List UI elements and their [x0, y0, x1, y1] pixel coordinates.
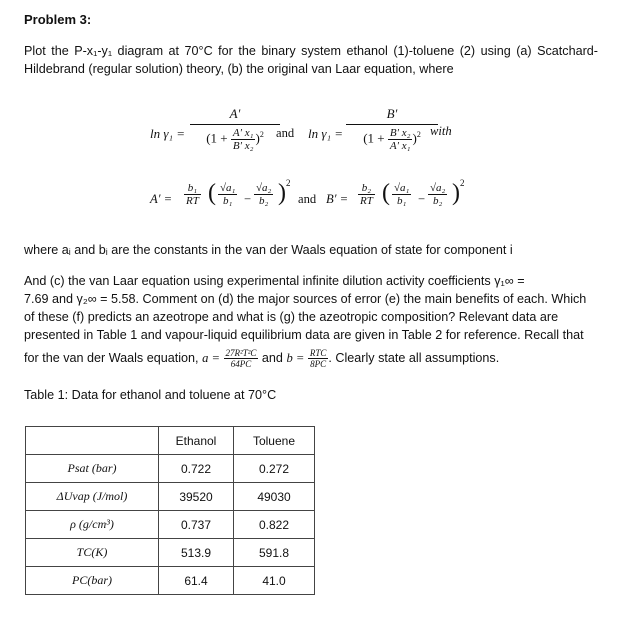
- eq2-frac-a1-2: [392, 182, 411, 207]
- eq1-one-plus-2: 1 +: [367, 130, 385, 146]
- eq2-RT-2: RT: [360, 195, 373, 207]
- eq1-exp2: 2: [416, 130, 421, 140]
- eq1-one-plus: 1 +: [210, 130, 228, 146]
- eq1-inner-den2: A′ x₁: [389, 140, 411, 152]
- row-label-psat: Psat (bar): [26, 455, 159, 483]
- eq2-b2-den: b₂: [259, 195, 269, 207]
- eq2-RT: RT: [186, 195, 199, 207]
- equation-ln-gamma: [150, 106, 470, 166]
- eq2-exp1: 2: [286, 178, 291, 188]
- eq2-b2-over-RT: [358, 182, 375, 207]
- cell-toluene: 0.822: [234, 511, 315, 539]
- eq1-inner-frac2: [388, 127, 413, 152]
- where-line: where aᵢ and bᵢ are the constants in the van der Waals equation of state for component i: [24, 243, 513, 257]
- data-table: [25, 426, 315, 595]
- vdw-a-den: 64PC: [230, 359, 252, 370]
- eq2-B-lhs: B′ =: [326, 192, 349, 206]
- table-header-row: [26, 427, 315, 455]
- eq1-inner-num1: A′ x₁: [232, 127, 254, 139]
- eq1-A: A′: [229, 106, 241, 121]
- eq1-inner-frac1: [231, 127, 256, 152]
- eq2-sqrt-a2: √a₂: [256, 182, 272, 194]
- eq1-inner-den1: B′ x₂: [232, 140, 254, 152]
- vdw-a-lhs: a =: [202, 351, 221, 365]
- eq2-b2: b₂: [361, 182, 372, 194]
- table-header-empty: [26, 427, 159, 455]
- cell-ethanol: 513.9: [159, 539, 234, 567]
- vdw-b-frac: [308, 348, 329, 369]
- cell-ethanol: 0.737: [159, 511, 234, 539]
- eq2-sqrt-a1: √a₁: [220, 182, 236, 194]
- eq2-A-lhs: A′ =: [150, 192, 173, 206]
- table-row: [26, 483, 315, 511]
- row-label-duvap: ΔUvap (J/mol): [26, 483, 159, 511]
- eq2-frac-a2-2: [428, 182, 447, 207]
- table-row: [26, 511, 315, 539]
- eq2-frac-a2: [254, 182, 273, 207]
- vdw-prefix: for the van der Waals equation,: [24, 351, 199, 365]
- eq2-b1-den-2: b₁: [397, 195, 407, 207]
- table-row: [26, 567, 315, 595]
- eq1-fraction1: [190, 106, 280, 152]
- vdw-and: and: [261, 351, 283, 365]
- para2-line1: And (c) the van Laar equation using experimental infinite dilution activity coefficients γ₁∞ =: [24, 274, 525, 288]
- cell-toluene: 49030: [234, 483, 315, 511]
- intro-paragraph: Plot the P-x₁-y₁ diagram at 70°C for the binary system ethanol (1)-toluene (2) using (a) Scatchard-Hildebrand (regular solution) theory, (b) the original van Laar equation, where: [24, 44, 598, 76]
- eq1-inner-num2: B′ x₂: [389, 127, 411, 139]
- para2-line2: 7.69 and γ₂∞ = 5.58. Comment on (d) the major sources of error (e) the main benefits of each. Which: [24, 292, 587, 306]
- row-label-tc: TC(K): [26, 539, 159, 567]
- para2-line4: presented in Table 1 and vapour-liquid equilibrium data are given in Table 2 for reference. Recall that: [24, 328, 584, 342]
- table-row: [26, 539, 315, 567]
- eq1-lhs2: ln γ₁ =: [308, 126, 344, 141]
- vdw-a-num: 27R²T²C: [225, 348, 257, 359]
- eq2-b1: b₁: [187, 182, 198, 194]
- vdw-b-lhs: b =: [286, 351, 305, 365]
- eq2-and: and: [298, 192, 317, 206]
- eq1-den2: (1 + $\frac{\text{B′ x₂}}{\text{A′ x₁}}$ )$^2$: [363, 127, 421, 152]
- cell-toluene: 41.0: [234, 567, 315, 595]
- row-label-density: ρ (g/cm³): [26, 511, 159, 539]
- problem-title: Problem 3:: [24, 12, 92, 27]
- eq2-b1-den: b₁: [223, 195, 233, 207]
- eq2-sqrt-a1-2: √a₁: [394, 182, 410, 194]
- eq2-minus: −: [244, 192, 252, 206]
- vdw-suffix: . Clearly state all assumptions.: [328, 351, 500, 365]
- cell-ethanol: 0.722: [159, 455, 234, 483]
- cell-ethanol: 61.4: [159, 567, 234, 595]
- eq2-exp2: 2: [460, 178, 465, 188]
- eq2-frac-a1: [218, 182, 237, 207]
- eq2-b1-over-RT: [184, 182, 201, 207]
- vdw-b-num: RTC: [309, 348, 327, 359]
- cell-ethanol: 39520: [159, 483, 234, 511]
- eq1-exp1: 2: [259, 130, 264, 140]
- vdw-a-frac: [224, 348, 259, 369]
- row-label-pc: PC(bar): [26, 567, 159, 595]
- vdw-b-den: 8PC: [310, 359, 327, 370]
- eq1-and: and: [276, 126, 295, 140]
- eq2-b2-den-2: b₂: [433, 195, 443, 207]
- cell-toluene: 0.272: [234, 455, 315, 483]
- para2-line3: of these (f) predicts an azeotrope and what is (g) the azeotropic composition? Relevant data are: [24, 310, 559, 324]
- eq2-sqrt-a2-2: √a₂: [430, 182, 446, 194]
- eq1-lhs1: ln γ₁ =: [150, 126, 186, 141]
- vdw-line: [24, 342, 604, 374]
- eq1-B: B′: [386, 106, 398, 121]
- eq1-with: with: [430, 124, 452, 138]
- eq2-minus-2: −: [418, 192, 426, 206]
- equation-A-B: A′ = b₁ RT ( √a₁ b₁ − √a₂ b₂ ) 2 and B′ = b₂ RT ( √a₁ b₁ − √a₂ b₂ ) 2: [150, 178, 465, 207]
- table-header-toluene: Toluene: [234, 427, 315, 455]
- table-row: [26, 455, 315, 483]
- table-header-ethanol: Ethanol: [159, 427, 234, 455]
- eq1-fraction2: [346, 106, 438, 152]
- cell-toluene: 591.8: [234, 539, 315, 567]
- eq1-den1: (1 + $\frac{\text{A′ x₁}}{\text{B′ x₂}}$ )$^2$: [206, 127, 264, 152]
- table-caption: Table 1: Data for ethanol and toluene at 70°C: [24, 388, 277, 402]
